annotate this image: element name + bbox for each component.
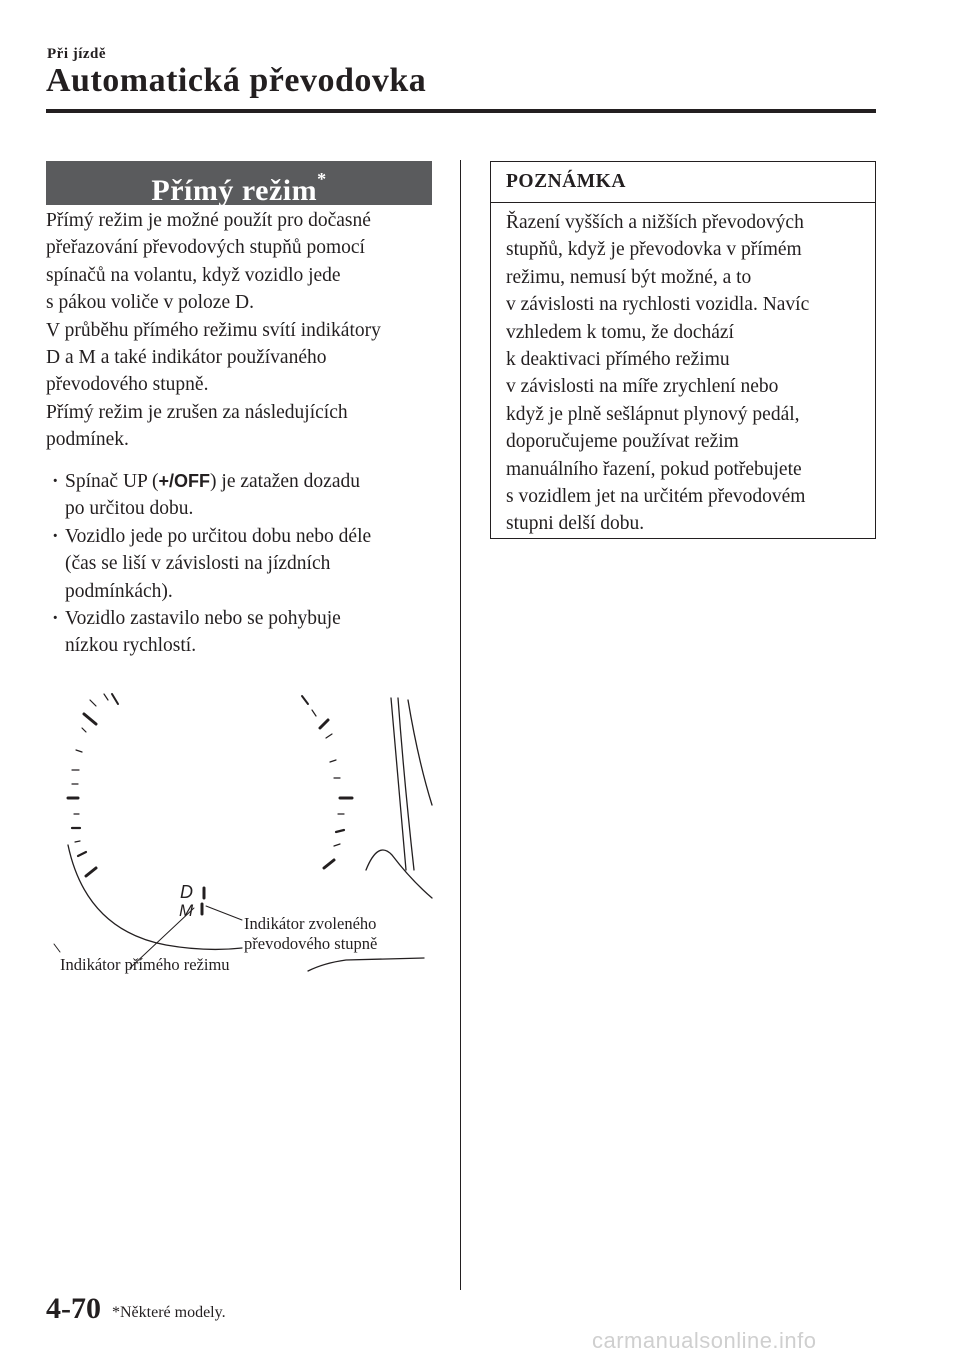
intro-line: Přímý režim je zrušen za následujících bbox=[46, 401, 348, 423]
note-line: v závislosti na míře zrychlení nebo bbox=[506, 376, 779, 398]
list-item bbox=[46, 523, 451, 605]
list-item-text: ) je zatažen dozadu bbox=[210, 471, 360, 492]
note-line: k deaktivaci přímého režimu bbox=[506, 349, 730, 371]
callout-line-gear bbox=[206, 906, 242, 920]
gear-indicator-bars bbox=[202, 888, 204, 914]
note-line: manuálního řazení, pokud potřebujete bbox=[506, 458, 802, 480]
bullet-dot-icon: · bbox=[52, 608, 59, 630]
intro-line: V průběhu přímého režimu svítí indikátory bbox=[46, 319, 381, 341]
column-divider bbox=[460, 160, 461, 1290]
list-item bbox=[46, 468, 451, 523]
list-item bbox=[46, 605, 451, 660]
right-panel-curve bbox=[366, 850, 432, 898]
list-item-text: Spínač UP ( bbox=[65, 471, 159, 492]
note-body bbox=[491, 203, 875, 538]
list-item-line bbox=[65, 468, 451, 495]
bullet-dot-icon: · bbox=[52, 471, 59, 492]
note-title: POZNÁMKA bbox=[491, 162, 875, 203]
section-heading bbox=[46, 161, 432, 205]
up-switch-key: +/OFF bbox=[158, 471, 211, 491]
intro-line: přeřazování převodových stupňů pomocí bbox=[46, 237, 365, 259]
speedometer-arc bbox=[68, 845, 242, 949]
direct-mode-letter-m: M bbox=[179, 901, 194, 920]
note-line: režimu, nemusí být možné, a to bbox=[506, 266, 752, 288]
section-label: Při jízdě bbox=[47, 46, 107, 62]
list-item-line: podmínkách). bbox=[65, 580, 173, 602]
intro-line: D a M a také indikátor používaného bbox=[46, 347, 327, 369]
intro-line: Přímý režim je možné použít pro dočasné bbox=[46, 210, 371, 231]
note-line: když je plně sešlápnut plynový pedál, bbox=[506, 403, 800, 425]
left-gauge-ticks bbox=[68, 694, 118, 876]
list-item-line: (čas se liší v závislosti na jízdních bbox=[65, 553, 331, 575]
bullet-dot-icon: · bbox=[52, 525, 59, 547]
intro-line: spínačů na volantu, když vozidlo jede bbox=[46, 264, 341, 286]
header-rule bbox=[46, 109, 876, 113]
list-item-line: po určitou dobu. bbox=[65, 498, 194, 520]
note-line: stupňů, když je převodovka v přímém bbox=[506, 239, 802, 261]
cancel-conditions-list bbox=[46, 468, 451, 660]
intro-line: s pákou voliče v poloze D. bbox=[46, 292, 254, 314]
note-box bbox=[490, 161, 876, 539]
watermark: carmanualsonline.info bbox=[592, 1328, 817, 1353]
bottom-edge-line bbox=[308, 958, 424, 971]
list-item-line: Vozidlo zastavilo nebo se pohybuje bbox=[65, 608, 341, 630]
right-gauge-ticks bbox=[302, 696, 352, 868]
direct-mode-letter-d: D bbox=[180, 882, 193, 902]
note-line: vzhledem k tomu, že dochází bbox=[506, 321, 734, 343]
intro-paragraph bbox=[46, 207, 446, 454]
note-line: s vozidlem jet na určitém převodovém bbox=[506, 486, 806, 508]
note-line: doporučujeme používat režim bbox=[506, 431, 739, 453]
direct-mode-indicator-callout: Indikátor přímého režimu bbox=[60, 955, 230, 974]
section-heading-title: Přímý režim bbox=[151, 174, 318, 207]
note-line: Řazení vyšších a nižších převodových bbox=[506, 212, 804, 233]
note-line: stupni delší dobu. bbox=[506, 513, 645, 535]
right-panel-curve bbox=[391, 698, 406, 870]
list-item-line: Vozidlo jede po určitou dobu nebo déle bbox=[65, 525, 372, 547]
gear-indicator-callout-line: převodového stupně bbox=[244, 934, 378, 953]
intro-line: podmínek. bbox=[46, 429, 129, 451]
callout-line-edge bbox=[54, 944, 60, 952]
gear-indicator-callout bbox=[244, 914, 377, 954]
intro-line: převodového stupně. bbox=[46, 374, 209, 396]
right-panel-curve bbox=[408, 700, 432, 805]
list-item-line: nízkou rychlostí. bbox=[65, 635, 197, 657]
page-number: 4-70 bbox=[46, 1292, 101, 1325]
gear-indicator-callout-line: Indikátor zvoleného bbox=[244, 914, 377, 933]
chapter-title: Automatická převodovka bbox=[46, 62, 427, 99]
heading-asterisk: * bbox=[317, 169, 327, 189]
note-line: v závislosti na rychlosti vozidla. Navíc bbox=[506, 294, 810, 316]
footnote: *Některé modely. bbox=[112, 1304, 226, 1321]
